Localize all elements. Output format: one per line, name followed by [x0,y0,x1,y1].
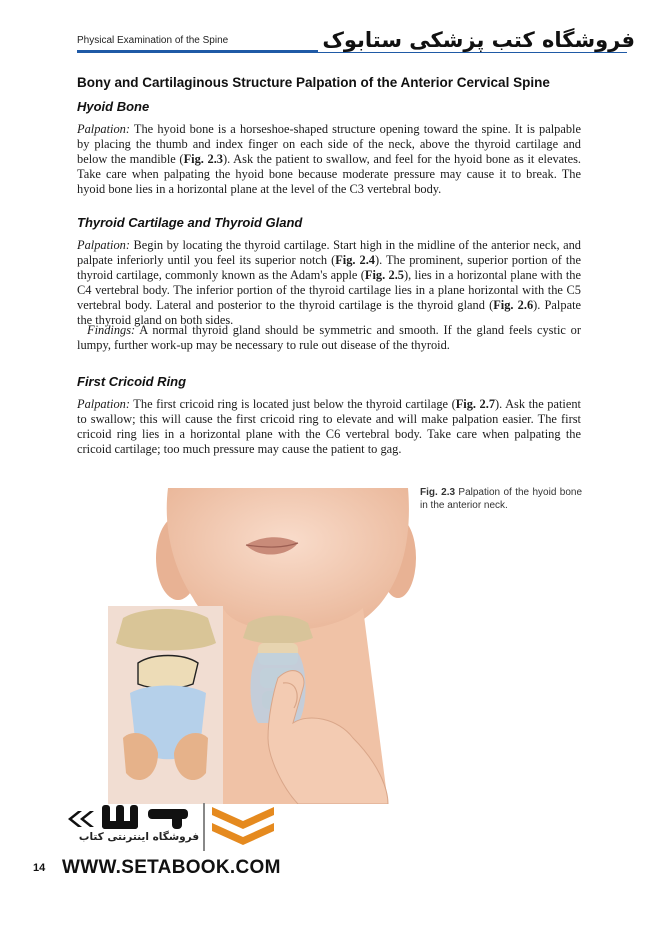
subheading-cricoid: First Cricoid Ring [77,374,187,389]
figure-reference[interactable]: Fig. 2.4 [335,253,375,267]
running-head: Physical Examination of the Spine [77,35,229,46]
logo-tagline: فروشگاه اینترنتی کتاب [78,831,200,843]
palpation-label: Palpation: [77,122,130,136]
paragraph-findings: Findings: A normal thyroid gland should be symmetric and smooth. If the gland feels cystic or lumpy, further work-up may be necessary to rule out disease of the thyroid. [77,323,581,352]
paragraph-cricoid: Palpation: The first cricoid ring is located just below the thyroid cartilage (Fig. 2.7). Ask the patient to swallow; this will cause the first cricoid ring to elevate and will make palpation easier. The first cricoid ring lies in a horizontal plane with the C6 vertebral body. Take care when palpating the cricoid cartilage; too much pressure may cause the patient to gag. [77,397,581,456]
logo-glyphs-mark [102,805,188,829]
figure-reference[interactable]: Fig. 2.6 [493,298,534,312]
figure-reference[interactable]: Fig. 2.5 [364,268,404,282]
subheading-thyroid: Thyroid Cartilage and Thyroid Gland [77,215,303,230]
page-number: 14 [33,862,46,874]
chevron-arrows-icon [68,811,94,827]
logo-divider [203,803,205,851]
figure-reference[interactable]: Fig. 2.3 [183,152,223,166]
figure-reference[interactable]: Fig. 2.7 [455,397,496,411]
stacked-chevrons-icon [212,807,274,845]
subheading-hyoid: Hyoid Bone [77,99,150,114]
paragraph-thyroid: Palpation: Begin by locating the thyroid cartilage. Start high in the midline of the anterior neck, and palpate inferiorly until you feel its superior notch (Fig. 2.4). The prominent, superior portion of the thyroid cartilage, commonly known as the Adam's apple (Fig. 2.5), lies in a horizontal plane with the C4 vertebral body. The inferior portion of the thyroid cartilage lies in a plane horizontal with the C5 vertebral body. Lateral and posterior to the thyroid cartilage is the thyroid gland (Fig. 2.6). Palpate the thyroid gland on both sides. [77,238,582,327]
palpation-label: Palpation: [77,397,130,411]
section-title: Bony and Cartilaginous Structure Palpation of the Anterior Cervical Spine [77,75,550,90]
figure-caption: Fig. 2.3 Palpation of the hyoid bone in the anterior neck. [420,487,582,511]
figure-illustration [108,488,424,804]
findings-label: Findings: [87,323,136,337]
figure-caption-label: Fig. 2.3 [420,487,456,498]
palpation-label: Palpation: [77,238,130,252]
inset-hyoid-thyroid [116,609,216,780]
website-link[interactable]: WWW.SETABOOK.COM [62,857,281,878]
paragraph-hyoid: Palpation: The hyoid bone is a horseshoe-shaped structure opening toward the spine. It is palpable by placing the thumb and index finger on each side of the neck, above the thyroid cartilage and below the mandible (Fig. 2.3). Ask the patient to swallow, and feel for the hyoid bone as it elevates. Take care when palpating the hyoid bone because moderate pressure may cause it to break. The hyoid bone lies in a horizontal plane at the level of the C3 vertebral body. [77,122,582,196]
watermark-banner: فروشگاه کتب پزشکی ستابوک [318,28,639,52]
site-logo [60,795,280,857]
